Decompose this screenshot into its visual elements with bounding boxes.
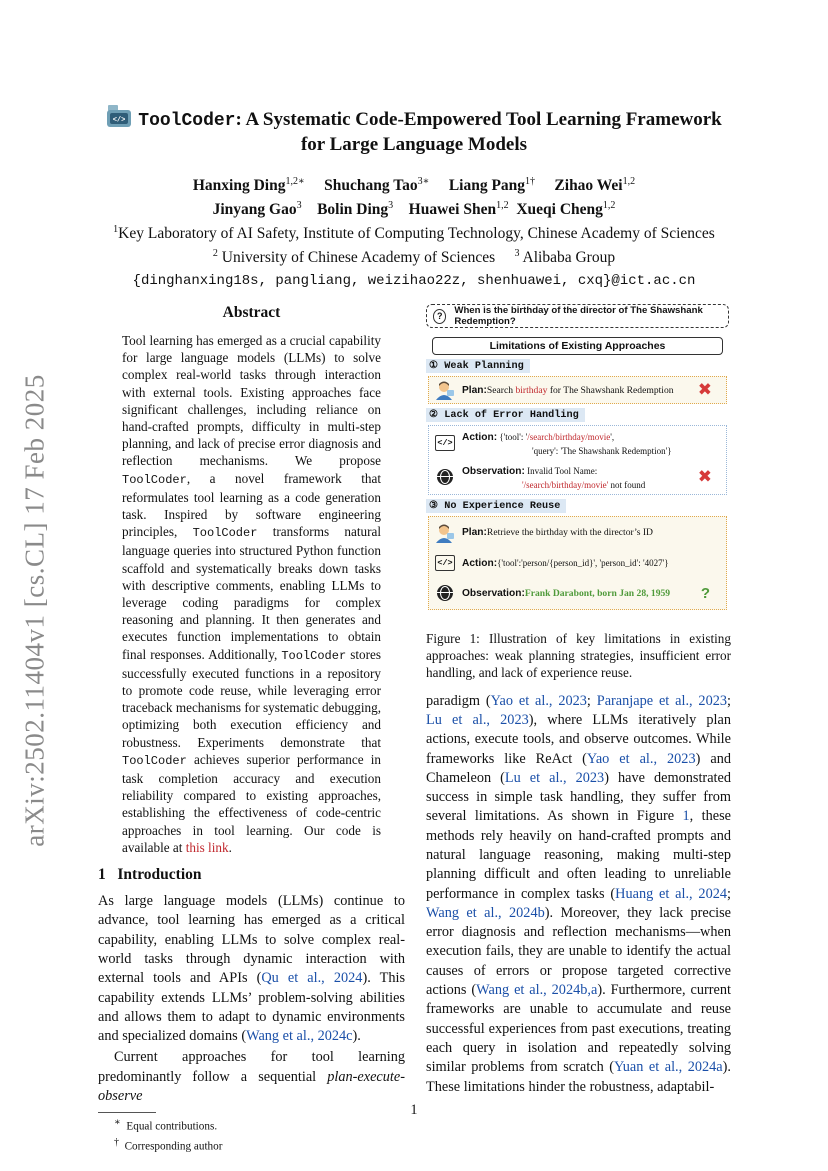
author: Zihao Wei$^{1,2}$ [554,176,636,195]
citation-link[interactable]: Qu et al., 2024 [261,970,363,987]
section-heading-introduction: 1 Introduction [98,866,202,884]
figure-ref-link[interactable]: 1 [682,808,690,825]
footnote-corresponding: † Corresponding author [114,1137,223,1153]
globe-icon [437,469,453,485]
author: Jinyang Gao$^3$ [212,200,302,219]
section-error-handling: ② Lack of Error Handling [426,408,585,422]
paper-title [0,104,828,133]
plan-label: Plan: [462,527,487,538]
action-text: {'tool': '/search/birthday/movie', [497,431,615,442]
authors-row-2 [0,196,828,220]
citation-link[interactable]: Paranjape et al., 2023 [596,692,728,709]
code-icon: </> [435,555,455,571]
observation-label: Observation: [462,465,525,477]
action-label: Action: [462,431,498,443]
title-line2: for Large Language Models [300,134,528,155]
author: Liang Pang$^{1\dagger}$ [448,176,536,195]
code-icon: </> [435,435,455,451]
panel-experience-reuse [428,516,727,610]
affiliation-1: $^1$Key Laboratory of AI Safety, Institute of Computing Technology, Chinese Academy of Sciences [113,224,715,243]
question-mark-icon: ? [700,584,710,602]
author: Shuchang Tao$^{3∗}$ [324,176,430,195]
person-icon [435,523,455,543]
intro-paragraph-2: Current approaches for tool learning predominantly follow a sequential plan-execute-observe [98,1049,405,1105]
arxiv-id: arXiv:2502.11404v1 [cs.CL] 17 Feb 2025 [19,373,50,847]
abstract-body: Tool learning has emerged as a crucial capability for large language models (LLMs) to solve complex real-world tasks through interaction with external tools. Existing approaches face significant challenges, including reliance on hand-crafted prompts, difficulty in multi-step planning, and lack of precise error diagnosis and reflection mechanisms. We propose ToolCoder, a novel framework that reformulates tool learning as a code generation task. Inspired by software engineering principles, ToolCoder transforms natural language queries into structured Python function scaffold and systematically breaks down tasks with descriptive comments, enabling LLMs to leverage coding paradigms for complex reasoning and planning. It then generates and executes function implementations to obtain final responses. Additionally, ToolCoder stores successfully executed functions in a repository to promote code reuse, while leveraging error traceback mechanisms for systematic debugging, optimizing both execution efficiency and robustness. Experiments demonstrate that ToolCoder achieves superior performance in task completion accuracy and execution reliability compared to existing approaches, establishing the effectiveness of code-centric approaches in tool learning. Our code is available at this link. [122,333,381,855]
citation-link[interactable]: Lu et al., 2023 [426,711,529,728]
figure-caption: Figure 1: Illustration of key limitations in existing approaches: weak planning strategies, insufficient error handling, and lack of experience reuse. [426,631,731,681]
citation-link[interactable]: Wang et al., 2024b,a [476,982,598,999]
intro-paragraph-1: As large language models (LLMs) continue to advance, tool learning has emerged as a critical capability, enabling LLMs to solve complex real-world tasks through dynamic interaction with external tools and APIs (Qu et al., 2024). This capability extends LLMs’ problem-solving abilities and allows them to adapt to dynamic environments and specialized domains (Wang et al., 2024c). [98,893,406,1045]
observation-label: Observation: [462,587,525,599]
author: Bolin Ding$^3$ [317,200,394,219]
question-icon: ? [433,309,446,324]
citation-link[interactable]: Yao et al., 2023 [490,692,587,709]
observation-text-line2: '/search/birthday/movie' not found [522,479,646,490]
right-column [426,304,731,1097]
author-emails: {dinghanxing18s, pangliang, weizihao22z, shenhuawei, cxq}@ict.ac.cn [132,272,696,289]
authors-row-1 [0,172,828,196]
observation-text: Frank Darabont, born Jan 28, 1959 [524,587,671,599]
limitations-title: Limitations of Existing Approaches [432,337,723,355]
citation-link[interactable]: Wang et al., 2024b [426,904,545,921]
action-text-line2: 'query': 'The Shawshank Redemption'} [532,445,672,456]
affiliation-2-3: $^2$ University of Chinese Academy of Sciences $^3$ Alibaba Group [212,248,616,267]
title-block [0,104,828,291]
page-number: 1 [410,1102,418,1118]
plan-text: Search birthday for The Shawshank Redemption [486,384,674,396]
panel-weak-planning [428,376,727,404]
abstract-heading: Abstract [222,304,281,321]
footnote-equal: ∗ Equal contributions. [114,1117,218,1134]
citation-link[interactable]: Wang et al., 2024c [246,1028,353,1045]
section-experience-reuse: ③ No Experience Reuse [426,499,566,513]
x-icon: ✖ [697,380,712,400]
author: Xueqi Cheng$^{1,2}$ [516,200,616,219]
person-icon [435,380,455,400]
citation-link[interactable]: Yuan et al., 2024a [614,1059,723,1076]
question-text: When is the birthday of the director of The Shawshank Redemption? [454,305,703,327]
x-icon: ✖ [697,467,712,487]
question-box [426,304,729,328]
left-column [98,304,405,1155]
title-toolcoder: ToolCoder [138,111,236,131]
arxiv-stamp [12,340,58,880]
intro-paragraph-2-continued: paradigm (Yao et al., 2023; Paranjape et al., 2023; Lu et al., 2023), where LLMs iteratively plan actions, execute tools, and observe outcomes. While frameworks like ReAct (Yao et al., 2023) and Chameleon (Lu et al., 2023) have demonstrated success in simple task handling, they suffer from several limitations. As shown in Figure 1, these methods rely heavily on hand-crafted prompts and natural language reasoning, making multi-step planning difficult and often leading to unreliable performance in complex tasks (Huang et al., 2024; Wang et al., 2024b). Moreover, they lack precise error diagnosis and reflection mechanisms—when execution fails, they are unable to identify the actual causes of errors or propose targeted corrective actions (Wang et al., 2024b,a). Furthermore, current frameworks are unable to accumulate and reuse successful experiences from past executions, treating each query in isolation and repeatedly solving similar problems from scratch (Yuan et al., 2024a). These limitations hinder the robustness, adaptabil- [426,692,732,1095]
author: Hanxing Ding$^{1,2∗}$ [192,176,305,195]
citation-link[interactable]: Yao et al., 2023 [586,750,696,767]
figure-1 [426,304,729,612]
action-text: {'tool':'person/{person_id}', 'person_id': '4027'} [497,558,669,568]
globe-icon [437,585,453,601]
toolcoder-logo-icon [106,104,132,130]
panel-error-handling [428,425,727,495]
section-weak-planning: ① Weak Planning [426,359,530,373]
title-line1: : A Systematic Code-Empowered Tool Learning Framework [235,109,722,130]
plan-text: Retrieve the birthday with the director’s ID [486,527,653,538]
code-link[interactable]: this link [185,839,229,855]
citation-link[interactable]: Lu et al., 2023 [504,769,605,786]
action-label: Action: [462,557,498,569]
svg-text:</>: </> [112,116,126,125]
citation-link[interactable]: Huang et al., 2024 [615,885,728,902]
plan-label: Plan: [462,384,487,396]
observation-text: Invalid Tool Name: [524,465,598,476]
author: Huawei Shen$^{1,2}$ [408,200,509,219]
